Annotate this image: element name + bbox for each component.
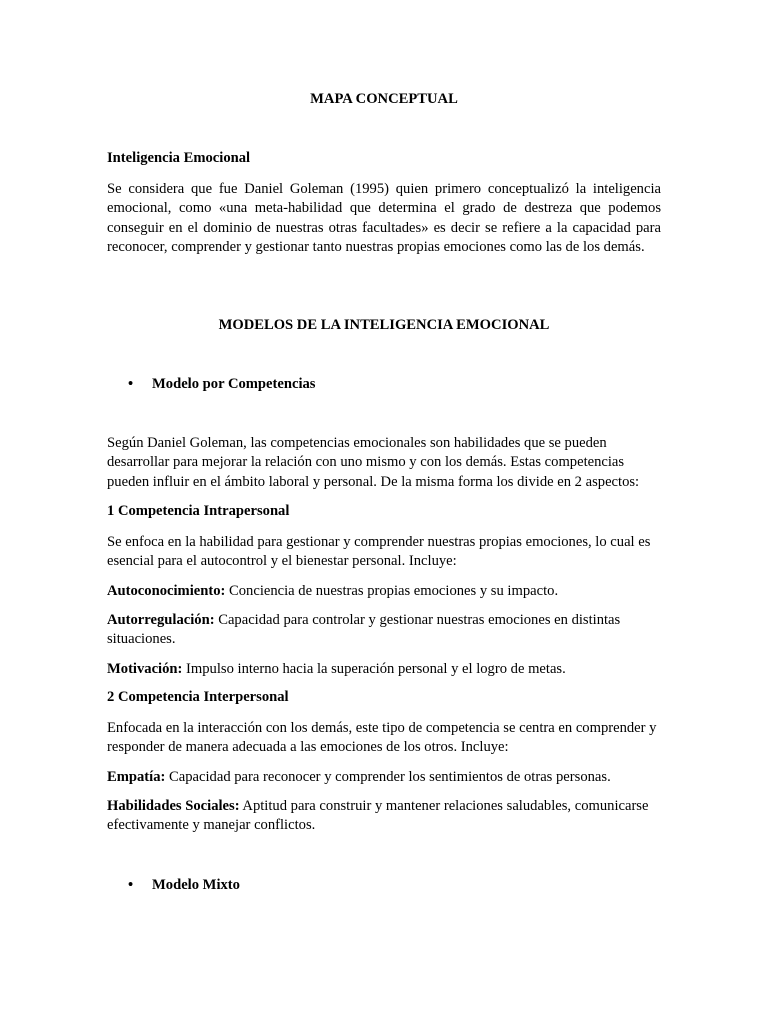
term-description: Capacidad para controlar y gestionar nuestras emociones en distintas situaciones. [107, 612, 621, 648]
term-label: Autoconocimiento: [107, 583, 226, 599]
definition-paragraph: Se considera que fue Daniel Goleman (1995) quien primero conceptualizó la inteligencia emocional, como «una meta-habilidad que determina el grado de destreza que podemos conseguir en el dominio de nuestras otras facultades» es decir se refiere a la capacidad para reconocer, comprender y gestionar tanto nuestras propias emociones como las de los demás. [107, 181, 661, 256]
list-item-autoconocimiento [107, 582, 661, 601]
model-mixto-label: Modelo Mixto [152, 877, 240, 893]
term-description: Capacidad para reconocer y comprender los sentimientos de otras personas. [165, 769, 611, 785]
model-competencias-label: Modelo por Competencias [152, 376, 316, 392]
bullet-icon: • [128, 877, 134, 893]
interpersonal-paragraph: Enfocada en la interacción con los demás, este tipo de competencia se centra en comprender y responder de manera adecuada a las emociones de los otros. Incluye: [107, 720, 657, 756]
interpersonal-heading: 2 Competencia Interpersonal [107, 689, 289, 705]
list-item-motivacion [107, 660, 661, 679]
term-description: Conciencia de nuestras propias emociones y su impacto. [225, 583, 559, 599]
list-item-empatia [107, 768, 661, 787]
competencias-intro-paragraph: Según Daniel Goleman, las competencias emocionales son habilidades que se pueden desarrollar para mejorar la relación con uno mismo y con los demás. Estas competencias pueden influir en el ámbito laboral y personal. De la misma forma los divide en 2 aspectos: [107, 435, 640, 490]
bullet-icon: • [128, 376, 134, 392]
term-label: Empatía: [107, 769, 166, 785]
models-title: MODELOS DE LA INTELIGENCIA EMOCIONAL [218, 317, 550, 333]
term-label: Motivación: [107, 661, 183, 677]
intrapersonal-paragraph: Se enfoca en la habilidad para gestionar y comprender nuestras propias emociones, lo cual es esencial para el autocontrol y el bienestar personal. Incluye: [107, 534, 651, 570]
list-item-autorregulacion [107, 611, 661, 650]
term-description: Aptitud para construir y mantener relaciones saludables, comunicarse efectivamente y manejar conflictos. [107, 798, 649, 834]
page-title: MAPA CONCEPTUAL [310, 91, 458, 107]
term-label: Autorregulación: [107, 612, 215, 628]
term-description: Impulso interno hacia la superación personal y el logro de metas. [182, 661, 566, 677]
term-label: Habilidades Sociales: [107, 798, 240, 814]
section-heading-inteligencia-emocional: Inteligencia Emocional [107, 150, 251, 166]
intrapersonal-heading: 1 Competencia Intrapersonal [107, 503, 290, 519]
list-item-habilidades-sociales [107, 797, 661, 836]
